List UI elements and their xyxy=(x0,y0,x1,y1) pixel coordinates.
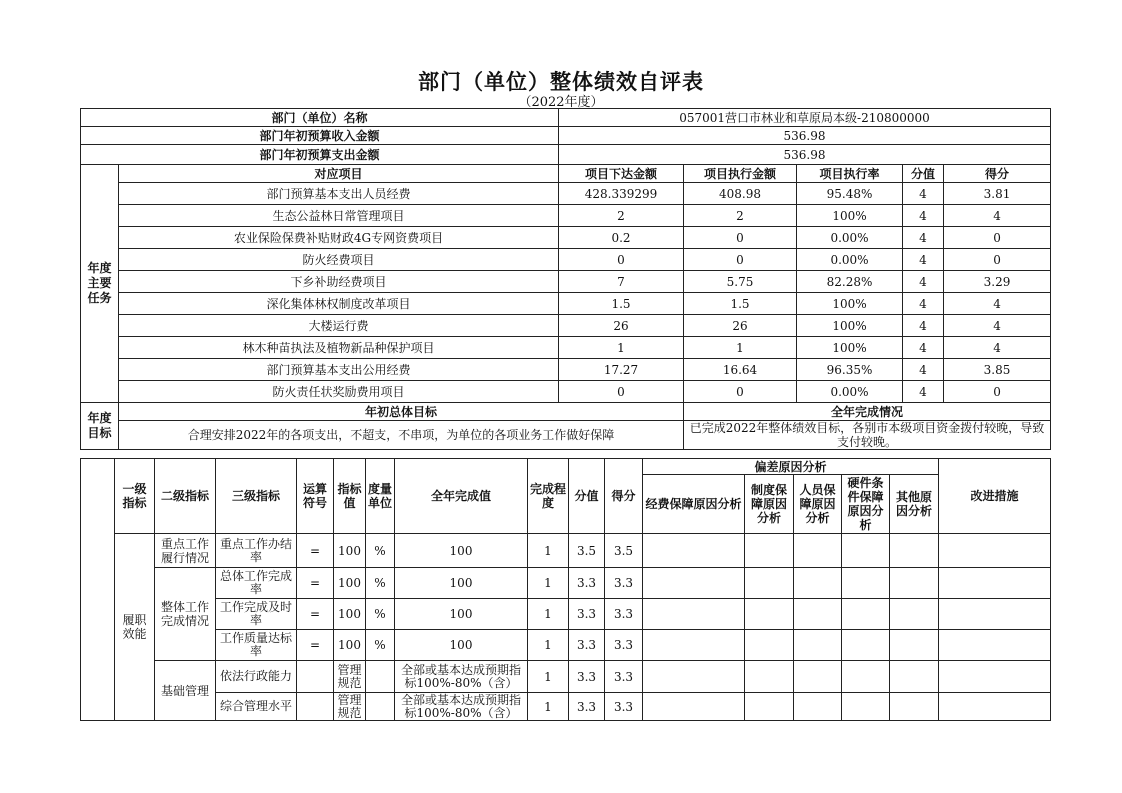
target-cell: 100 xyxy=(334,534,366,568)
task-score: 4 xyxy=(944,293,1051,315)
col-project: 对应项目 xyxy=(119,165,559,183)
completion-cell: 1 xyxy=(528,599,569,630)
annual-value-cell: 全部或基本达成预期指标100%-80%（含） xyxy=(395,661,528,693)
page-title: 部门（单位）整体绩效自评表 xyxy=(418,69,704,94)
goals-header-row xyxy=(81,403,1051,421)
target-cell: 100 xyxy=(334,630,366,661)
operator-cell xyxy=(297,661,334,693)
task-name: 防火经费项目 xyxy=(119,249,559,271)
col-score: 得分 xyxy=(944,165,1051,183)
task-score-value: 4 xyxy=(903,183,944,205)
score-cell: 3.5 xyxy=(605,534,643,568)
hdr-score: 得分 xyxy=(605,459,643,534)
level3-cell: 综合管理水平 xyxy=(216,693,297,721)
summary-table xyxy=(80,108,1051,450)
goals-side-label: 年度目标 xyxy=(81,403,119,450)
task-budget: 2 xyxy=(559,205,684,227)
income-row xyxy=(81,127,1051,145)
improvement-cell xyxy=(939,534,1051,568)
task-rate: 100% xyxy=(797,205,903,227)
task-score: 4 xyxy=(944,315,1051,337)
task-rate: 0.00% xyxy=(797,249,903,271)
task-actual: 5.75 xyxy=(684,271,797,293)
improvement-cell xyxy=(939,599,1051,630)
dev-cell xyxy=(794,661,842,693)
score-cell: 3.3 xyxy=(605,630,643,661)
col-actual: 项目执行金额 xyxy=(684,165,797,183)
score-cell: 3.3 xyxy=(605,693,643,721)
task-budget: 0 xyxy=(559,381,684,403)
hdr-level3: 三级指标 xyxy=(216,459,297,534)
expense-label: 部门年初预算支出金额 xyxy=(81,145,559,165)
col-budget: 项目下达金额 xyxy=(559,165,684,183)
dev-cell xyxy=(794,568,842,599)
level3-cell: 重点工作办结率 xyxy=(216,534,297,568)
dev-cell xyxy=(890,599,939,630)
dev-cell xyxy=(643,534,745,568)
unit-cell: % xyxy=(366,630,395,661)
operator-cell: = xyxy=(297,599,334,630)
dept-name-row xyxy=(81,109,1051,127)
initial-goal-text: 合理安排2022年的各项支出，不超支，不串项，为单位的各项业务工作做好保障 xyxy=(119,421,684,450)
tasks-side-label: 年度主要任务 xyxy=(81,165,119,403)
task-rate: 95.48% xyxy=(797,183,903,205)
task-rate: 100% xyxy=(797,315,903,337)
task-row xyxy=(81,359,1051,381)
level2-cell: 重点工作履行情况 xyxy=(155,534,216,568)
task-name: 林木种苗执法及植物新品种保护项目 xyxy=(119,337,559,359)
annual-value-cell: 全部或基本达成预期指标100%-80%（含） xyxy=(395,693,528,721)
task-row xyxy=(81,205,1051,227)
completion-cell: 1 xyxy=(528,568,569,599)
task-actual: 1.5 xyxy=(684,293,797,315)
dev-cell xyxy=(794,599,842,630)
indicator-row xyxy=(81,693,1051,721)
initial-goal-header: 年初总体目标 xyxy=(119,403,684,421)
col-score-value: 分值 xyxy=(903,165,944,183)
level3-cell: 总体工作完成率 xyxy=(216,568,297,599)
completion-text: 已完成2022年整体绩效目标，各别市本级项目资金拨付较晚，导致支付较晚。 xyxy=(684,421,1051,450)
dev-cell xyxy=(890,661,939,693)
task-rate: 0.00% xyxy=(797,227,903,249)
task-actual: 0 xyxy=(684,227,797,249)
score-value-cell: 3.3 xyxy=(569,599,605,630)
task-name: 大楼运行费 xyxy=(119,315,559,337)
dev-cell xyxy=(890,534,939,568)
task-name: 防火责任状奖励费用项目 xyxy=(119,381,559,403)
unit-cell: % xyxy=(366,599,395,630)
dev-cell xyxy=(745,661,794,693)
indicator-row xyxy=(81,534,1051,568)
score-value-cell: 3.3 xyxy=(569,630,605,661)
task-budget: 1.5 xyxy=(559,293,684,315)
dev-cell xyxy=(842,534,890,568)
task-row xyxy=(81,227,1051,249)
operator-cell: = xyxy=(297,568,334,599)
operator-cell: = xyxy=(297,534,334,568)
dev-cell xyxy=(643,693,745,721)
task-rate: 100% xyxy=(797,293,903,315)
score-value-cell: 3.3 xyxy=(569,693,605,721)
target-cell: 100 xyxy=(334,599,366,630)
col-rate: 项目执行率 xyxy=(797,165,903,183)
task-score: 4 xyxy=(944,205,1051,227)
task-score-value: 4 xyxy=(903,205,944,227)
improvement-cell xyxy=(939,661,1051,693)
annual-value-cell: 100 xyxy=(395,599,528,630)
dev-cell xyxy=(745,599,794,630)
task-budget: 1 xyxy=(559,337,684,359)
task-actual: 0 xyxy=(684,381,797,403)
hdr-dev-hardware: 硬件条件保障原因分析 xyxy=(842,475,890,534)
expense-row xyxy=(81,145,1051,165)
dev-cell xyxy=(890,630,939,661)
task-row xyxy=(81,271,1051,293)
dev-cell xyxy=(842,661,890,693)
task-actual: 2 xyxy=(684,205,797,227)
indicator-row xyxy=(81,599,1051,630)
dev-cell xyxy=(643,568,745,599)
task-score-value: 4 xyxy=(903,293,944,315)
dev-cell xyxy=(643,599,745,630)
hdr-dev-staff: 人员保障原因分析 xyxy=(794,475,842,534)
indicator-header-row xyxy=(81,459,1051,475)
task-rate: 0.00% xyxy=(797,381,903,403)
score-value-cell: 3.3 xyxy=(569,568,605,599)
dev-cell xyxy=(745,630,794,661)
unit-cell: % xyxy=(366,568,395,599)
indicator-row xyxy=(81,661,1051,693)
target-cell: 100 xyxy=(334,568,366,599)
dev-cell xyxy=(842,568,890,599)
task-budget: 0 xyxy=(559,249,684,271)
hdr-target: 指标值 xyxy=(334,459,366,534)
task-row xyxy=(81,293,1051,315)
task-score-value: 4 xyxy=(903,337,944,359)
completion-header: 全年完成情况 xyxy=(684,403,1051,421)
task-actual: 16.64 xyxy=(684,359,797,381)
dev-cell xyxy=(745,568,794,599)
dev-cell xyxy=(794,534,842,568)
dev-cell xyxy=(745,693,794,721)
task-budget: 26 xyxy=(559,315,684,337)
dev-cell xyxy=(842,630,890,661)
completion-cell: 1 xyxy=(528,534,569,568)
improvement-cell xyxy=(939,568,1051,599)
task-name: 下乡补助经费项目 xyxy=(119,271,559,293)
indicator-row xyxy=(81,630,1051,661)
task-score-value: 4 xyxy=(903,381,944,403)
task-actual: 0 xyxy=(684,249,797,271)
dev-cell xyxy=(794,630,842,661)
dev-cell xyxy=(842,693,890,721)
level3-cell: 依法行政能力 xyxy=(216,661,297,693)
operator-cell xyxy=(297,693,334,721)
task-score-value: 4 xyxy=(903,249,944,271)
level3-cell: 工作质量达标率 xyxy=(216,630,297,661)
task-row xyxy=(81,183,1051,205)
page-subtitle: （2022年度） xyxy=(518,95,604,110)
hdr-improvement: 改进措施 xyxy=(939,459,1051,534)
operator-cell: = xyxy=(297,630,334,661)
task-actual: 1 xyxy=(684,337,797,359)
score-value-cell: 3.5 xyxy=(569,534,605,568)
level3-cell: 工作完成及时率 xyxy=(216,599,297,630)
target-cell: 管理规范 xyxy=(334,661,366,693)
score-cell: 3.3 xyxy=(605,568,643,599)
task-score: 3.85 xyxy=(944,359,1051,381)
dev-cell xyxy=(643,661,745,693)
task-score: 0 xyxy=(944,381,1051,403)
tasks-header-row xyxy=(81,165,1051,183)
income-label: 部门年初预算收入金额 xyxy=(81,127,559,145)
level2-cell: 基础管理 xyxy=(155,661,216,721)
hdr-level2: 二级指标 xyxy=(155,459,216,534)
level2-cell: 整体工作完成情况 xyxy=(155,568,216,661)
goals-text-row xyxy=(81,421,1051,450)
income-value: 536.98 xyxy=(559,127,1051,145)
unit-cell xyxy=(366,693,395,721)
task-name: 生态公益林日常管理项目 xyxy=(119,205,559,227)
annual-value-cell: 100 xyxy=(395,568,528,599)
task-name: 农业保险保费补贴财政4G专网资费项目 xyxy=(119,227,559,249)
task-rate: 96.35% xyxy=(797,359,903,381)
hdr-annual-value: 全年完成值 xyxy=(395,459,528,534)
completion-cell: 1 xyxy=(528,661,569,693)
task-row xyxy=(81,381,1051,403)
indicator-row xyxy=(81,568,1051,599)
dev-cell xyxy=(890,693,939,721)
hdr-completion: 完成程度 xyxy=(528,459,569,534)
task-name: 部门预算基本支出公用经费 xyxy=(119,359,559,381)
target-cell: 管理规范 xyxy=(334,693,366,721)
task-actual: 26 xyxy=(684,315,797,337)
task-name: 深化集体林权制度改革项目 xyxy=(119,293,559,315)
hdr-dev-funding: 经费保障原因分析 xyxy=(643,475,745,534)
indicator-table xyxy=(80,458,1051,721)
task-row xyxy=(81,337,1051,359)
expense-value: 536.98 xyxy=(559,145,1051,165)
improvement-cell xyxy=(939,693,1051,721)
task-row xyxy=(81,315,1051,337)
task-rate: 82.28% xyxy=(797,271,903,293)
improvement-cell xyxy=(939,630,1051,661)
unit-cell: % xyxy=(366,534,395,568)
score-cell: 3.3 xyxy=(605,661,643,693)
dev-cell xyxy=(745,534,794,568)
dept-name-value: 057001营口市林业和草原局本级-210800000 xyxy=(559,109,1051,127)
completion-cell: 1 xyxy=(528,693,569,721)
task-score-value: 4 xyxy=(903,227,944,249)
task-score: 3.81 xyxy=(944,183,1051,205)
hdr-dev-other: 其他原因分析 xyxy=(890,475,939,534)
completion-cell: 1 xyxy=(528,630,569,661)
annual-value-cell: 100 xyxy=(395,534,528,568)
dev-cell xyxy=(890,568,939,599)
score-value-cell: 3.3 xyxy=(569,661,605,693)
annual-value-cell: 100 xyxy=(395,630,528,661)
dev-cell xyxy=(794,693,842,721)
task-rate: 100% xyxy=(797,337,903,359)
task-name: 部门预算基本支出人员经费 xyxy=(119,183,559,205)
task-row xyxy=(81,249,1051,271)
level1-cell: 履职效能 xyxy=(115,534,155,721)
dev-cell xyxy=(842,599,890,630)
task-score: 4 xyxy=(944,337,1051,359)
dept-name-label: 部门（单位）名称 xyxy=(81,109,559,127)
hdr-unit: 度量单位 xyxy=(366,459,395,534)
task-budget: 17.27 xyxy=(559,359,684,381)
task-score-value: 4 xyxy=(903,359,944,381)
unit-cell xyxy=(366,661,395,693)
hdr-operator: 运算符号 xyxy=(297,459,334,534)
task-score: 0 xyxy=(944,249,1051,271)
task-actual: 408.98 xyxy=(684,183,797,205)
task-budget: 7 xyxy=(559,271,684,293)
task-score-value: 4 xyxy=(903,315,944,337)
task-score: 3.29 xyxy=(944,271,1051,293)
left-blank-cell xyxy=(81,459,115,721)
score-cell: 3.3 xyxy=(605,599,643,630)
task-budget: 0.2 xyxy=(559,227,684,249)
task-budget: 428.339299 xyxy=(559,183,684,205)
hdr-deviation: 偏差原因分析 xyxy=(643,459,939,475)
hdr-level1: 一级指标 xyxy=(115,459,155,534)
dev-cell xyxy=(643,630,745,661)
task-score: 0 xyxy=(944,227,1051,249)
hdr-dev-system: 制度保障原因分析 xyxy=(745,475,794,534)
hdr-score-value: 分值 xyxy=(569,459,605,534)
task-score-value: 4 xyxy=(903,271,944,293)
